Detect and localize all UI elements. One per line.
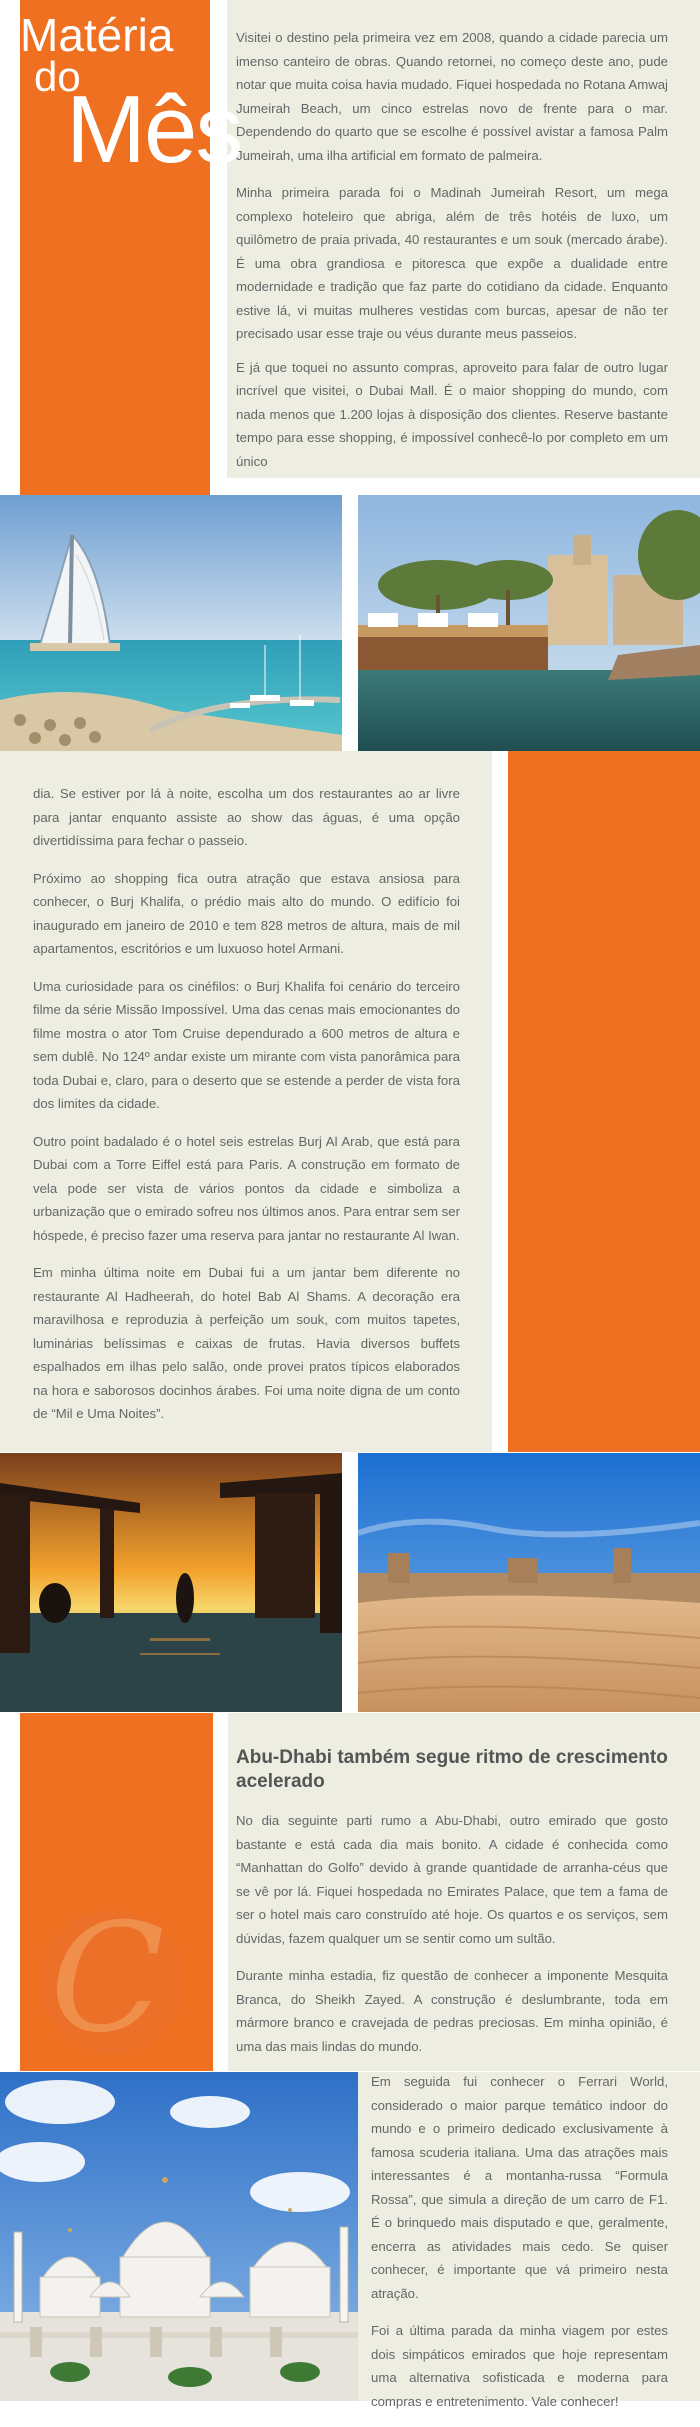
title-line-mes: Mês <box>66 76 242 183</box>
paragraph: Durante minha estadia, fiz questão de conhecer a imponente Mesquita Branca, do Sheikh Zayed. A construção é deslumbrante, toda em mármore branco e cravejada de pedras preciosas. Em minha opinião, é uma das mais lindas do mundo. <box>236 1968 668 2054</box>
abu-dhabi-text <box>236 1809 668 2072</box>
decorative-c-watermark <box>30 1900 200 2060</box>
abu-dhabi-heading-wrap <box>236 1746 676 1794</box>
page-title <box>20 9 242 183</box>
closing-text <box>371 2070 668 2427</box>
svg-text:C: C <box>50 1900 165 2060</box>
sheikh-zayed-mosque-photo <box>0 2072 358 2401</box>
paragraph: No dia seguinte parti rumo a Abu-Dhabi, outro emirado que gosto bastante e está cada dia mais bonito. A cidade é conhecida como “Manhattan do Golfo” devido à grande quantidade de arranha-céus que se vê por lá. Fiquei hospedada no Emirates Palace, que tem a fama de ser o hotel mais caro construído até hoje. Os quartos e os serviços, sem dúvidas, fazem qualquer um se sentir como um sultão. <box>236 1813 668 1946</box>
paragraph: dia. Se estiver por lá à noite, escolha um dos restaurantes ao ar livre para jantar enquanto assiste ao show das águas, é uma opção divertidíssima para fechar o passeio. <box>33 786 460 848</box>
main-article-text <box>33 782 460 1440</box>
paragraph: Em seguida fui conhecer o Ferrari World, considerado o maior parque temático indoor do mundo e o primeiro dedicado exclusivamente à famosa scuderia italiana. Uma das atrações mais interessantes é a montanha-russa “Formula Rossa”, que simula a direção de um carro de F1. É o brinquedo mais disputado e que, geralmente, encerra as atividades mais cedo. Se quiser conhecer, é importante que vá primeiro nesta atração. <box>371 2074 668 2301</box>
orange-side-band <box>508 751 700 1452</box>
paragraph: Visitei o destino pela primeira vez em 2008, quando a cidade parecia um imenso canteiro de obras. Quando retornei, no começo deste ano, pude notar que muita coisa havia mudado. Fiquei hospedada no Rotana Amwaj Jumeirah Beach, um cinco estrelas novo de frente para o mar. Dependendo do quarto que se escolhe é possível avistar a famosa Palm Jumeirah, uma ilha artificial em formato de palmeira. <box>236 30 668 163</box>
madinat-jumeirah-photo <box>358 495 700 751</box>
paragraph: Uma curiosidade para os cinéfilos: o Burj Khalifa foi cenário do terceiro filme da série Missão Impossível. Uma das cenas mais emocionantes do filme mostra o ator Tom Cruise dependurado a 600 metros de altura e sem dublê. No 124º andar existe um mirante com vista panorâmica para toda Dubai e, claro, para o deserto que se estende a perder de vista fora dos limites da cidade. <box>33 978 460 1111</box>
paragraph: Próximo ao shopping fica outra atração que estava ansiosa para conhecer, o Burj Khalifa, o prédio mais alto do mundo. O edifício foi inaugurado em janeiro de 2010 e tem 828 metros de altura, mais de mil apartamentos, escritórios e um luxuoso hotel Armani. <box>33 870 460 956</box>
title-line-do: do <box>34 53 81 100</box>
paragraph: E já que toquei no assunto compras, aproveito para falar de outro lugar incrível que visitei, o Dubai Mall. É o maior shopping do mundo, com nada menos que 1.200 lojas à disposição dos clientes. Reserve bastante tempo para esse shopping, é impossível conhecê-lo por completo em um único <box>236 359 668 469</box>
paragraph: Outro point badalado é o hotel seis estrelas Burj Al Arab, que está para Dubai com a Torre Eiffel está para Paris. A construção em formato de vela pode ser vista de vários pontos da cidade e simboliza a urbanização que o emirado sofreu nos últimos anos. Para entrar sem ser hóspede, é preciso fazer uma reserva para jantar no restaurante Al Iwan. <box>33 1133 460 1243</box>
paragraph: Minha primeira parada foi o Madinah Jumeirah Resort, um mega complexo hoteleiro que abriga, além de três hotéis de luxo, um quilômetro de praia privada, 40 restaurantes e um souk (mercado árabe). É uma obra grandiosa e pitoresca que expõe a dualidade entre modernidade e tradição que faz parte do cotidiano da cidade. Enquanto estive lá, vi muitas mulheres vestidas com burcas, apesar de não ter precisado usar esse traje ou véus durante meus passeios. <box>236 185 668 341</box>
paragraph: Em minha última noite em Dubai fui a um jantar bem diferente no restaurante Al Hadheerah, do hotel Bab Al Shams. A decoração era maravilhosa e reproduzia à perfeição um souk, com muitos tapetes, luminárias belíssimas e caixas de frutas. Havia diversos buffets espalhados em ilhas pelo salão, onde provei pratos típicos elaborados na hora e saborosos docinhos árabes. Foi uma noite digna de um conto de “Mil e Uma Noites”. <box>33 1265 460 1421</box>
sunset-pool-photo <box>0 1453 342 1712</box>
desert-fort-photo <box>358 1453 700 1712</box>
title-line-materia: Matéria <box>20 9 174 61</box>
paragraph: Foi a última parada da minha viagem por estes dois simpáticos emirados que hoje representam uma alternativa sofisticada e moderna para compras e entretenimento. Vale conhecer! <box>371 2323 668 2409</box>
intro-article-text <box>236 26 668 487</box>
section-heading: Abu-Dhabi também segue ritmo de crescimento acelerado <box>236 1747 668 1792</box>
burj-al-arab-photo <box>0 495 342 751</box>
